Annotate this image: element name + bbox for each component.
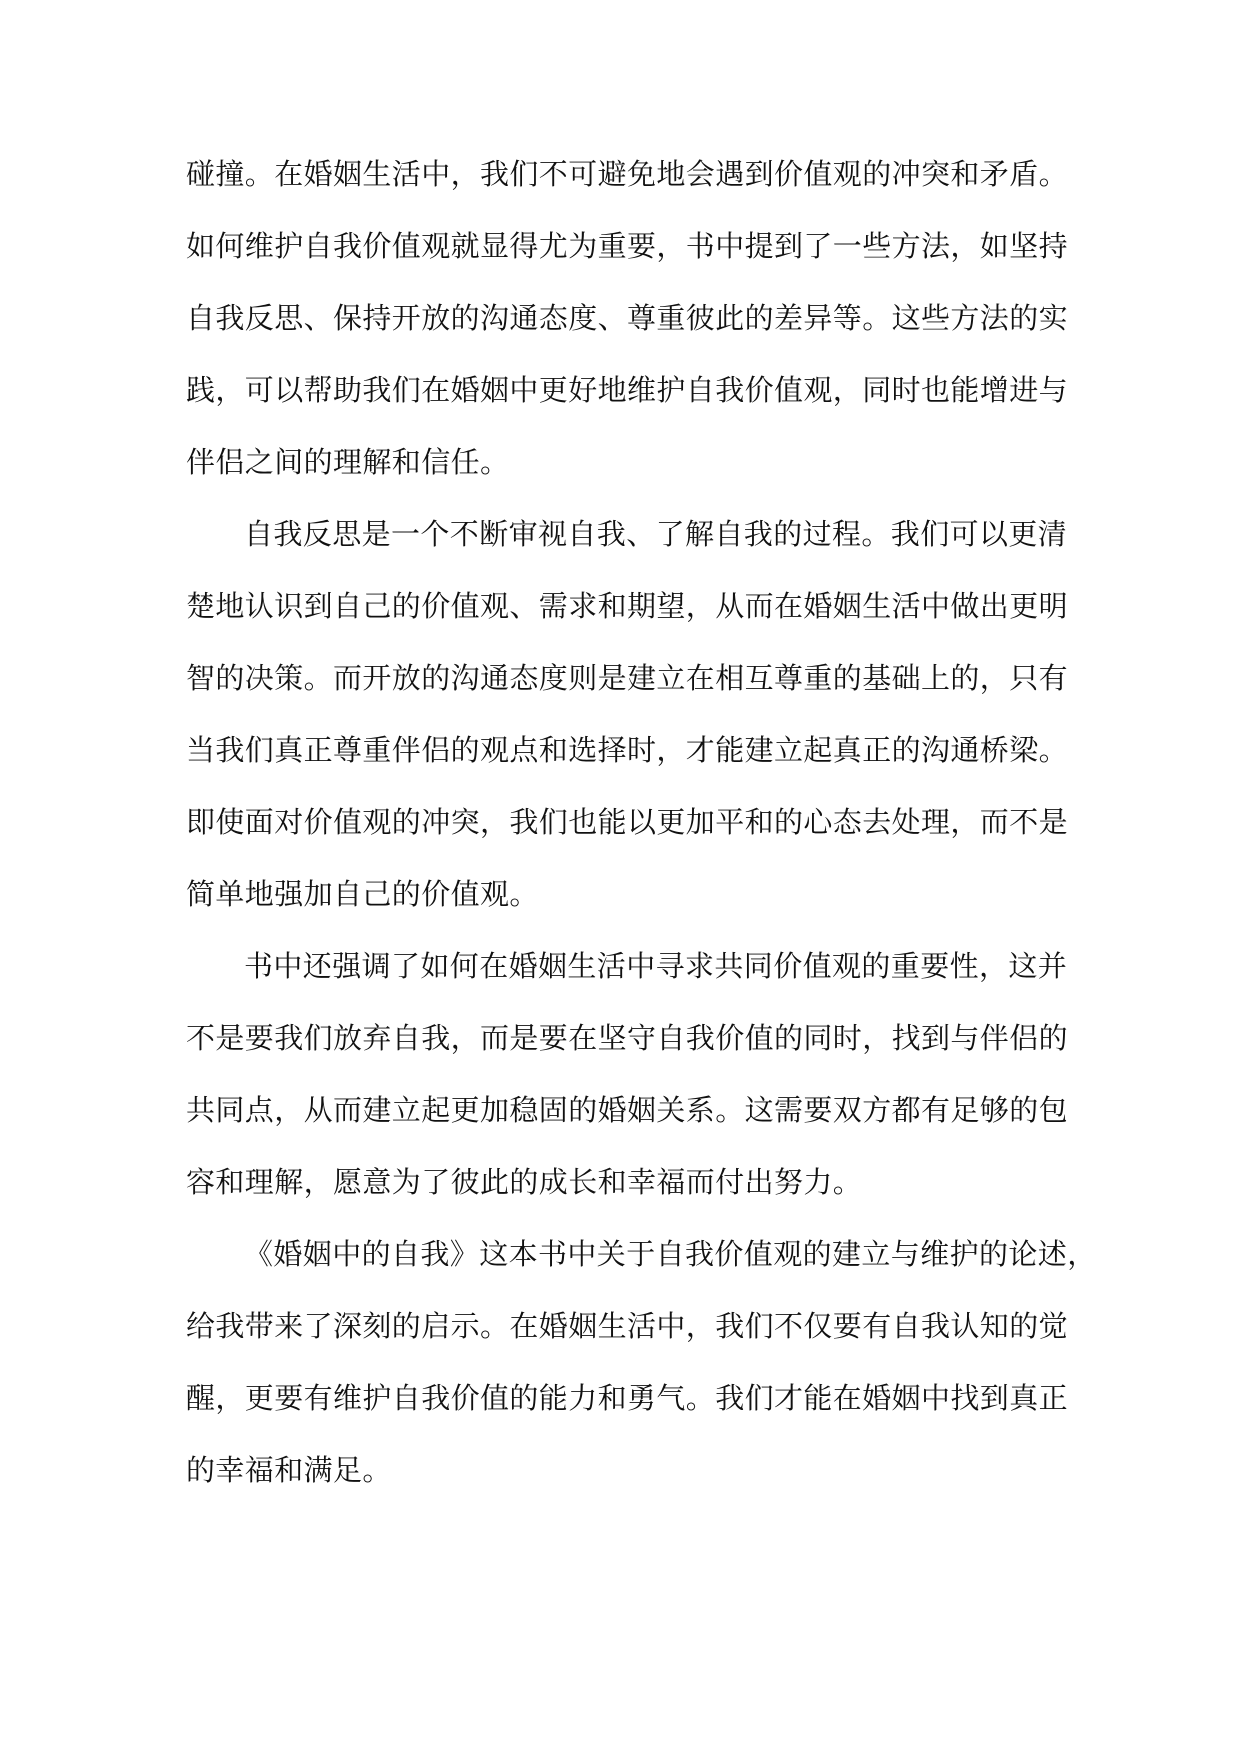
paragraph-4 bbox=[186, 1218, 1097, 1506]
text-line: 给我带来了深刻的启示。在婚姻生活中，我们不仅要有自我认知的觉 bbox=[186, 1309, 1069, 1343]
paragraph-1 bbox=[186, 138, 1069, 498]
text-line: 践，可以帮助我们在婚姻中更好地维护自我价值观，同时也能增进与 bbox=[186, 373, 1069, 407]
text-line: 不是要我们放弃自我，而是要在坚守自我价值的同时，找到与伴侣的 bbox=[186, 1021, 1069, 1055]
text-line: 醒，更要有维护自我价值的能力和勇气。我们才能在婚姻中找到真正 bbox=[186, 1381, 1069, 1415]
text-line: 的幸福和满足。 bbox=[186, 1453, 392, 1487]
text-line: 书中还强调了如何在婚姻生活中寻求共同价值观的重要性，这并 bbox=[244, 949, 1068, 983]
text-line: 容和理解，愿意为了彼此的成长和幸福而付出努力。 bbox=[186, 1165, 863, 1199]
text-line: 简单地强加自己的价值观。 bbox=[186, 877, 539, 911]
text-line: 自我反思是一个不断审视自我、了解自我的过程。我们可以更清 bbox=[244, 517, 1068, 551]
paragraph-2 bbox=[186, 498, 1069, 930]
text-line: 共同点，从而建立起更加稳固的婚姻关系。这需要双方都有足够的包 bbox=[186, 1093, 1069, 1127]
paragraph-3 bbox=[186, 930, 1069, 1218]
text-line: 自我反思、保持开放的沟通态度、尊重彼此的差异等。这些方法的实 bbox=[186, 301, 1069, 335]
text-line: 当我们真正尊重伴侣的观点和选择时，才能建立起真正的沟通桥梁。 bbox=[186, 733, 1069, 767]
text-line: 《婚姻中的自我》这本书中关于自我价值观的建立与维护的论述， bbox=[244, 1237, 1097, 1271]
text-line: 楚地认识到自己的价值观、需求和期望，从而在婚姻生活中做出更明 bbox=[186, 589, 1069, 623]
text-line: 碰撞。在婚姻生活中，我们不可避免地会遇到价值观的冲突和矛盾。 bbox=[186, 157, 1069, 191]
text-line: 伴侣之间的理解和信任。 bbox=[186, 445, 510, 479]
body-text bbox=[186, 138, 1097, 1506]
text-line: 智的决策。而开放的沟通态度则是建立在相互尊重的基础上的，只有 bbox=[186, 661, 1069, 695]
text-line: 如何维护自我价值观就显得尤为重要，书中提到了一些方法，如坚持 bbox=[186, 229, 1069, 263]
text-line: 即使面对价值观的冲突，我们也能以更加平和的心态去处理，而不是 bbox=[186, 805, 1069, 839]
